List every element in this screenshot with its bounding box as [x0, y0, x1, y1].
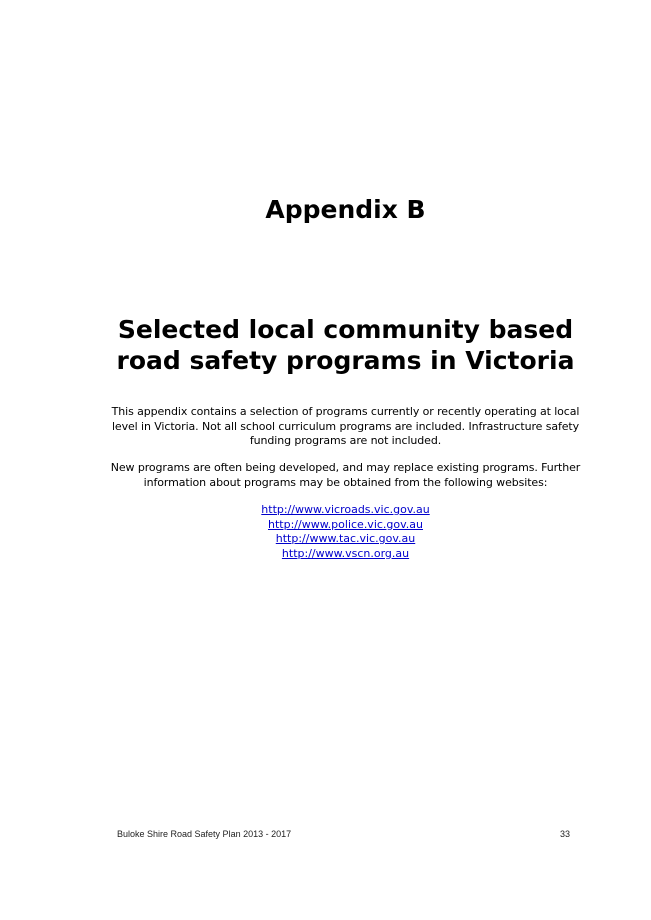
footer-page-number: 33	[560, 829, 571, 839]
page-heading-line-1: Selected local community based	[117, 315, 574, 344]
link-tac[interactable]: http://www.tac.vic.gov.au	[275, 532, 416, 545]
page-heading-line-2: road safety programs in Victoria	[116, 346, 575, 375]
link-vscn[interactable]: http://www.vscn.org.au	[281, 546, 410, 560]
info-paragraph: New programs are often being developed, and may replace existing programs. Further information about programs may be obtained from the following websites:	[110, 461, 581, 489]
intro-paragraph: This appendix contains a selection of programs currently or recently operating at local level in Victoria. Not all school curriculum programs are included. Infrastructure safety funding programs are not included.	[111, 405, 580, 447]
appendix-title: Appendix B	[265, 195, 426, 224]
link-police[interactable]: http://www.police.vic.gov.au	[268, 517, 423, 531]
website-links	[110, 503, 581, 561]
page-heading	[0, 314, 651, 376]
footer-document-title: Buloke Shire Road Safety Plan 2013 - 2017	[117, 829, 292, 839]
link-vicroads[interactable]: http://www.vicroads.vic.gov.au	[261, 503, 430, 516]
